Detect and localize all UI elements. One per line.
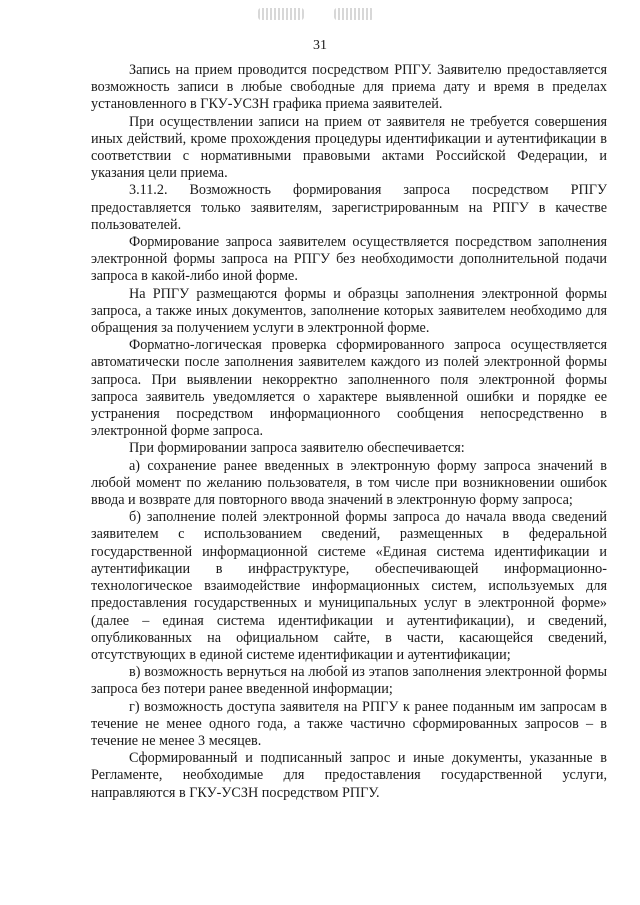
paragraph: Формирование запроса заявителем осуществляется посредством заполнения электронной формы запроса на РПГУ без необходимости дополнительной подачи запроса в какой-либо иной форме.: [91, 234, 607, 285]
list-item: в) возможность вернуться на любой из этапов заполнения электронной формы запроса без потери ранее введенной информации;: [91, 664, 607, 698]
paragraph: Форматно-логическая проверка сформированного запроса осуществляется автоматически после заполнения заявителем каждого из полей электронной формы запроса. При выявлении некорректно заполненного поля электронной формы запроса заявитель уведомляется о характере выявленной ошибки и порядке ее устранения посредством информационного сообщения непосредственно в электронной форме запроса.: [91, 337, 607, 440]
paragraph: При осуществлении записи на прием от заявителя не требуется совершения иных действий, кроме прохождения процедуры идентификации и аутентификации в соответствии с нормативными правовыми актами Российской Федерации, и указания цели приема.: [91, 113, 607, 182]
paragraph: 3.11.2. Возможность формирования запроса посредством РПГУ предоставляется только заявителям, зарегистрированным на РПГУ в качестве пользователей.: [91, 182, 607, 233]
paragraph: Сформированный и подписанный запрос и иные документы, указанные в Регламенте, необходимые для предоставления государственной услуги, направляются в ГКУ-УСЗН посредством РПГУ.: [91, 750, 607, 801]
document-body: [91, 62, 607, 802]
list-item: г) возможность доступа заявителя на РПГУ к ранее поданным им запросам в течение не менее одного года, а также частично сформированных запросов – в течение не менее 3 месяцев.: [91, 698, 607, 749]
paragraph: На РПГУ размещаются формы и образцы заполнения электронной формы запроса, а также иных документов, заполнение которых заявителем необходимо для обращения за получением услуги в электронной форме.: [91, 285, 607, 337]
list-item: а) сохранение ранее введенных в электронную форму запроса значений в любой момент по желанию пользователя, в том числе при возникновении ошибок ввода и возврате для повторного ввода значений в электронную форму запроса;: [91, 457, 607, 509]
paragraph: При формировании запроса заявителю обеспечивается:: [129, 440, 465, 457]
paragraph: Запись на прием проводится посредством РПГУ. Заявителю предоставляется возможность записи в любые свободные для приема дату и время в пределах установленного в ГКУ-УСЗН графика приема заявителей.: [91, 62, 607, 113]
faint-stamp-mark: [258, 6, 388, 24]
list-item: б) заполнение полей электронной формы запроса до начала ввода сведений заявителем с использованием сведений, размещенных в федеральной государственной информационной системе «Единая система идентификации и аутентификации в инфраструктуре, обеспечивающей информационно-технологическое взаимодействие информационных систем, используемых для предоставления государственных и муниципальных услуг в электронной форме» (далее – единая система идентификации и аутентификации), и сведений, опубликованных на официальном сайте, в части, касающейся сведений, отсутствующих в единой системе идентификации и аутентификации;: [91, 509, 607, 663]
page-number: 31: [313, 38, 327, 53]
